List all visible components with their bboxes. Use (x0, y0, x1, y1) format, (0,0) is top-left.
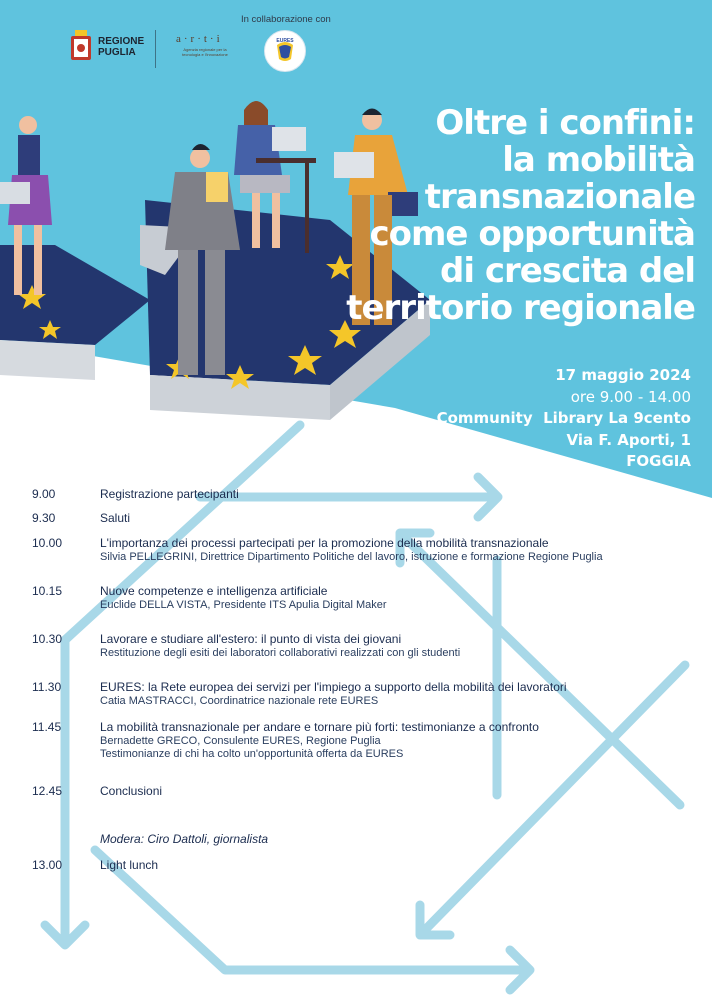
event-time: ore 9.00 - 14.00 (570, 387, 691, 406)
agenda-speaker: Bernadette GRECO, Consulente EURES, Regione Puglia (100, 735, 381, 747)
title-line: transnazionale (424, 177, 695, 217)
agenda-time: 9.00 (32, 487, 56, 501)
agenda-speaker: Restituzione degli esiti dei laboratori collaborativi realizzati con gli studenti (100, 647, 461, 659)
agenda-title: La mobilità transnazionale per andare e tornare più forti: testimonianze a confronto (100, 720, 539, 734)
title-line: Oltre i confini: (435, 103, 695, 143)
event-city: FOGGIA (626, 452, 691, 470)
agenda-title: Conclusioni (100, 784, 163, 798)
event-address: Via F. Aporti, 1 (566, 430, 691, 449)
title-line: territorio regionale (346, 288, 695, 328)
agenda-time: 11.45 (32, 720, 62, 734)
agenda-speaker: Catia MASTRACCI, Coordinatrice nazionale rete EURES (100, 695, 379, 707)
agenda-time: 11.30 (32, 680, 62, 694)
agenda-title: L'importanza dei processi partecipati per la promozione della mobilità transnazionale (100, 536, 549, 550)
agenda-time: 10.30 (32, 632, 63, 646)
agenda-title: Lavorare e studiare all'estero: il punto di vista dei giovani (100, 632, 402, 646)
agenda-title: EURES: la Rete europea dei servizi per l'impiego a supporto della mobilità dei lavoratori (100, 680, 567, 694)
title-line: la mobilità (502, 140, 695, 180)
event-venue: Community Library La 9cento (436, 409, 691, 427)
title-line: di crescita del (440, 251, 695, 291)
agenda-title: Light lunch (100, 858, 159, 872)
agenda-time: 12.45 (32, 784, 63, 798)
agenda-title: Nuove competenze e intelligenza artificiale (100, 584, 328, 598)
agenda-speaker: Testimonianze di chi ha colto un'opportunità offerta da EURES (100, 748, 404, 760)
title-line: come opportunità (369, 214, 695, 254)
arti-name: a·r·t·i (176, 33, 223, 45)
agenda-title: Registrazione partecipanti (100, 487, 239, 501)
regione-puglia-name: REGIONE PUGLIA (98, 36, 145, 58)
arti-subtitle: Agenzia regionale per la tecnologia e l'innovazione (182, 47, 228, 57)
agenda-moderator: Modera: Ciro Dattoli, giornalista (100, 832, 269, 846)
event-date: 17 maggio 2024 (555, 366, 691, 384)
agenda-time: 10.00 (32, 536, 63, 550)
collaboration-label: In collaborazione con (241, 14, 331, 25)
agenda-time: 10.15 (32, 584, 63, 598)
eures-label: EURES (276, 38, 294, 44)
agenda-title: Saluti (100, 511, 131, 525)
agenda-speaker: Euclide DELLA VISTA, Presidente ITS Apulia Digital Maker (100, 599, 387, 611)
agenda-speaker: Silvia PELLEGRINI, Direttrice Dipartimento Politiche del lavoro, istruzione e formazione Regione Puglia (100, 551, 603, 563)
agenda-time: 9.30 (32, 511, 56, 525)
agenda-time: 13.00 (32, 858, 63, 872)
